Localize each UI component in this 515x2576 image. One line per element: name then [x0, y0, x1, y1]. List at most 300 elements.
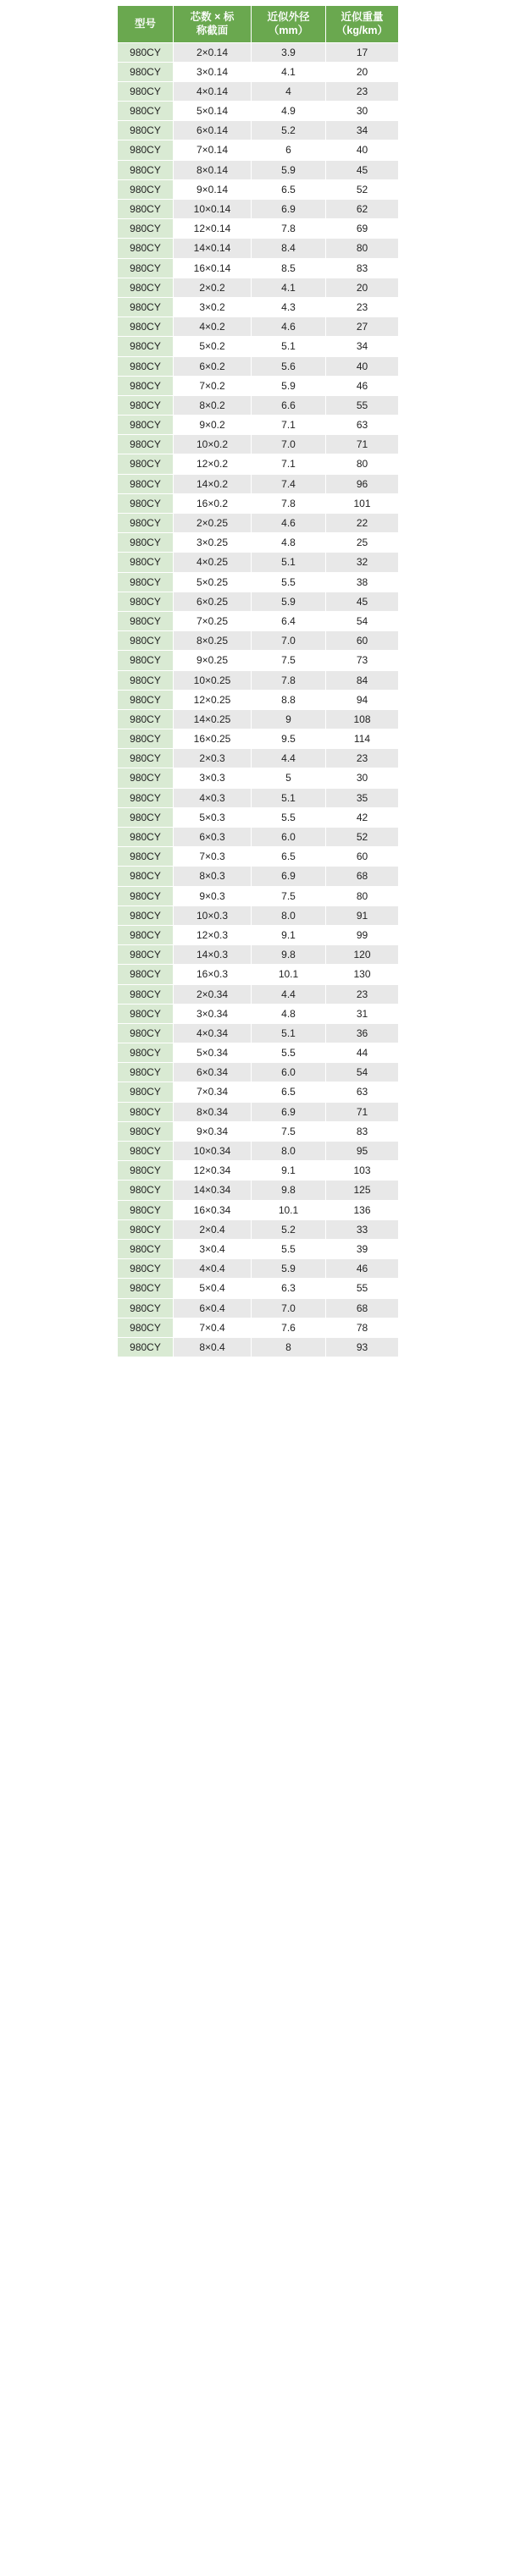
cell-weight: 108	[326, 709, 399, 729]
cell-cores-section: 14×0.2	[174, 474, 252, 493]
table-row	[118, 121, 399, 140]
cell-outer-diameter: 4.4	[252, 749, 326, 768]
cell-outer-diameter: 5.1	[252, 1023, 326, 1043]
cell-weight: 55	[326, 1279, 399, 1298]
table-row	[118, 514, 399, 533]
cell-model: 980CY	[118, 1102, 174, 1121]
cell-model: 980CY	[118, 807, 174, 827]
cell-cores-section: 9×0.14	[174, 179, 252, 199]
cell-weight: 36	[326, 1023, 399, 1043]
cell-outer-diameter: 10.1	[252, 1200, 326, 1219]
cell-outer-diameter: 8.4	[252, 239, 326, 258]
cell-cores-section: 12×0.2	[174, 454, 252, 474]
cell-model: 980CY	[118, 631, 174, 651]
table-row	[118, 102, 399, 121]
cell-weight: 83	[326, 1121, 399, 1141]
cell-weight: 23	[326, 984, 399, 1004]
cell-model: 980CY	[118, 435, 174, 454]
cell-model: 980CY	[118, 709, 174, 729]
cell-weight: 20	[326, 278, 399, 297]
cell-weight: 17	[326, 42, 399, 62]
table-row	[118, 611, 399, 630]
cell-weight: 39	[326, 1239, 399, 1258]
cell-outer-diameter: 7.4	[252, 474, 326, 493]
cell-cores-section: 2×0.2	[174, 278, 252, 297]
cell-outer-diameter: 7.5	[252, 886, 326, 905]
cell-cores-section: 7×0.25	[174, 611, 252, 630]
cell-model: 980CY	[118, 690, 174, 709]
cell-cores-section: 14×0.3	[174, 945, 252, 965]
cell-outer-diameter: 9	[252, 709, 326, 729]
table-row	[118, 651, 399, 670]
cell-weight: 35	[326, 788, 399, 807]
table-row	[118, 140, 399, 160]
cell-cores-section: 6×0.34	[174, 1063, 252, 1082]
cell-outer-diameter: 5.1	[252, 553, 326, 572]
cell-cores-section: 3×0.34	[174, 1004, 252, 1023]
table-row	[118, 62, 399, 81]
cell-weight: 40	[326, 140, 399, 160]
cell-outer-diameter: 5.2	[252, 1219, 326, 1239]
cell-cores-section: 4×0.34	[174, 1023, 252, 1043]
cell-cores-section: 8×0.3	[174, 867, 252, 886]
cell-outer-diameter: 6.9	[252, 200, 326, 219]
cell-cores-section: 8×0.34	[174, 1102, 252, 1121]
cell-model: 980CY	[118, 1063, 174, 1082]
table-row	[118, 1004, 399, 1023]
cell-weight: 80	[326, 886, 399, 905]
cell-weight: 91	[326, 905, 399, 925]
cell-cores-section: 3×0.14	[174, 62, 252, 81]
cell-model: 980CY	[118, 317, 174, 337]
cell-cores-section: 4×0.25	[174, 553, 252, 572]
column-header-line: （kg/km）	[335, 25, 389, 37]
cell-weight: 30	[326, 768, 399, 788]
cell-weight: 27	[326, 317, 399, 337]
cell-model: 980CY	[118, 886, 174, 905]
table-row	[118, 42, 399, 62]
cell-model: 980CY	[118, 611, 174, 630]
cell-outer-diameter: 5	[252, 768, 326, 788]
cell-weight: 32	[326, 553, 399, 572]
column-header-weight	[326, 6, 399, 43]
cell-model: 980CY	[118, 337, 174, 356]
cell-weight: 83	[326, 258, 399, 278]
cell-outer-diameter: 8.0	[252, 905, 326, 925]
cell-model: 980CY	[118, 1219, 174, 1239]
cell-outer-diameter: 4.3	[252, 297, 326, 316]
cell-model: 980CY	[118, 219, 174, 239]
cell-outer-diameter: 9.8	[252, 945, 326, 965]
cell-outer-diameter: 4.1	[252, 62, 326, 81]
cell-cores-section: 2×0.25	[174, 514, 252, 533]
cell-model: 980CY	[118, 179, 174, 199]
cell-weight: 33	[326, 1219, 399, 1239]
table-row	[118, 965, 399, 984]
cell-weight: 25	[326, 533, 399, 553]
cell-model: 980CY	[118, 572, 174, 592]
cell-model: 980CY	[118, 297, 174, 316]
cell-model: 980CY	[118, 1337, 174, 1357]
table-row	[118, 788, 399, 807]
table-row	[118, 670, 399, 690]
cell-weight: 44	[326, 1043, 399, 1063]
cell-cores-section: 7×0.2	[174, 376, 252, 395]
cell-model: 980CY	[118, 1043, 174, 1063]
cell-cores-section: 7×0.4	[174, 1318, 252, 1337]
cell-model: 980CY	[118, 395, 174, 415]
cell-model: 980CY	[118, 81, 174, 101]
cell-cores-section: 8×0.14	[174, 160, 252, 179]
cell-outer-diameter: 4.9	[252, 102, 326, 121]
cell-outer-diameter: 4.1	[252, 278, 326, 297]
cell-model: 980CY	[118, 1004, 174, 1023]
cell-cores-section: 2×0.14	[174, 42, 252, 62]
cell-outer-diameter: 5.9	[252, 1259, 326, 1279]
cell-cores-section: 10×0.25	[174, 670, 252, 690]
table-row	[118, 258, 399, 278]
cell-weight: 80	[326, 239, 399, 258]
cell-model: 980CY	[118, 1259, 174, 1279]
cell-outer-diameter: 7.8	[252, 493, 326, 513]
table-row	[118, 1181, 399, 1200]
table-row	[118, 454, 399, 474]
table-row	[118, 631, 399, 651]
cell-outer-diameter: 6.6	[252, 395, 326, 415]
cell-cores-section: 10×0.2	[174, 435, 252, 454]
table-row	[118, 1200, 399, 1219]
cell-outer-diameter: 6	[252, 140, 326, 160]
column-header-cores-section	[174, 6, 252, 43]
cell-outer-diameter: 7.0	[252, 1298, 326, 1318]
cell-outer-diameter: 9.1	[252, 925, 326, 944]
cell-weight: 54	[326, 1063, 399, 1082]
cell-outer-diameter: 5.9	[252, 592, 326, 611]
cell-model: 980CY	[118, 925, 174, 944]
cell-cores-section: 9×0.34	[174, 1121, 252, 1141]
cell-weight: 60	[326, 631, 399, 651]
table-row	[118, 709, 399, 729]
cell-weight: 38	[326, 572, 399, 592]
cell-model: 980CY	[118, 454, 174, 474]
table-row	[118, 690, 399, 709]
cell-outer-diameter: 4.6	[252, 514, 326, 533]
table-row	[118, 886, 399, 905]
cell-cores-section: 12×0.14	[174, 219, 252, 239]
cell-model: 980CY	[118, 1279, 174, 1298]
cell-outer-diameter: 6.5	[252, 1082, 326, 1102]
table-row	[118, 749, 399, 768]
column-header-line: 称截面	[196, 25, 229, 37]
cell-model: 980CY	[118, 356, 174, 376]
cell-weight: 130	[326, 965, 399, 984]
cell-model: 980CY	[118, 592, 174, 611]
cell-outer-diameter: 5.5	[252, 572, 326, 592]
cell-model: 980CY	[118, 965, 174, 984]
cell-weight: 31	[326, 1004, 399, 1023]
cell-cores-section: 9×0.2	[174, 416, 252, 435]
table-row	[118, 729, 399, 749]
table-row	[118, 1063, 399, 1082]
table-row	[118, 297, 399, 316]
cell-cores-section: 2×0.34	[174, 984, 252, 1004]
table-row	[118, 160, 399, 179]
cell-model: 980CY	[118, 140, 174, 160]
cell-outer-diameter: 6.9	[252, 1102, 326, 1121]
table-row	[118, 984, 399, 1004]
table-row	[118, 867, 399, 886]
table-row	[118, 847, 399, 867]
cell-model: 980CY	[118, 200, 174, 219]
table-row	[118, 317, 399, 337]
cell-outer-diameter: 5.5	[252, 1043, 326, 1063]
table-row	[118, 416, 399, 435]
cell-cores-section: 12×0.34	[174, 1161, 252, 1181]
table-row	[118, 493, 399, 513]
cell-cores-section: 16×0.2	[174, 493, 252, 513]
cell-outer-diameter: 4	[252, 81, 326, 101]
cell-outer-diameter: 6.4	[252, 611, 326, 630]
cell-model: 980CY	[118, 1298, 174, 1318]
cell-cores-section: 4×0.14	[174, 81, 252, 101]
cell-model: 980CY	[118, 729, 174, 749]
cell-model: 980CY	[118, 474, 174, 493]
cell-outer-diameter: 5.9	[252, 160, 326, 179]
cell-weight: 114	[326, 729, 399, 749]
cell-weight: 103	[326, 1161, 399, 1181]
table-row	[118, 81, 399, 101]
cell-model: 980CY	[118, 1239, 174, 1258]
table-row	[118, 533, 399, 553]
column-header-outer-diameter	[252, 6, 326, 43]
cell-weight: 34	[326, 121, 399, 140]
table-row	[118, 945, 399, 965]
column-header-line: （mm）	[268, 25, 309, 37]
table-row	[118, 1219, 399, 1239]
cell-cores-section: 5×0.14	[174, 102, 252, 121]
table-row	[118, 376, 399, 395]
cell-weight: 20	[326, 62, 399, 81]
cell-weight: 71	[326, 435, 399, 454]
cell-model: 980CY	[118, 984, 174, 1004]
cell-model: 980CY	[118, 1142, 174, 1161]
cell-cores-section: 5×0.2	[174, 337, 252, 356]
cell-outer-diameter: 4.8	[252, 1004, 326, 1023]
cell-cores-section: 4×0.4	[174, 1259, 252, 1279]
cell-model: 980CY	[118, 239, 174, 258]
cell-outer-diameter: 8.8	[252, 690, 326, 709]
cell-weight: 45	[326, 592, 399, 611]
cell-weight: 96	[326, 474, 399, 493]
cell-outer-diameter: 7.0	[252, 631, 326, 651]
cell-weight: 120	[326, 945, 399, 965]
cell-weight: 68	[326, 1298, 399, 1318]
table-row	[118, 768, 399, 788]
cell-model: 980CY	[118, 533, 174, 553]
cell-weight: 45	[326, 160, 399, 179]
cell-outer-diameter: 4.4	[252, 984, 326, 1004]
cell-cores-section: 10×0.34	[174, 1142, 252, 1161]
table-row	[118, 1239, 399, 1258]
table-row	[118, 1142, 399, 1161]
cell-model: 980CY	[118, 493, 174, 513]
cell-weight: 78	[326, 1318, 399, 1337]
cell-weight: 95	[326, 1142, 399, 1161]
cell-weight: 63	[326, 416, 399, 435]
cell-cores-section: 6×0.14	[174, 121, 252, 140]
cell-cores-section: 6×0.2	[174, 356, 252, 376]
cell-outer-diameter: 7.5	[252, 651, 326, 670]
cell-cores-section: 9×0.25	[174, 651, 252, 670]
cell-model: 980CY	[118, 514, 174, 533]
cell-outer-diameter: 7.6	[252, 1318, 326, 1337]
cell-model: 980CY	[118, 121, 174, 140]
cell-model: 980CY	[118, 553, 174, 572]
table-row	[118, 905, 399, 925]
cell-model: 980CY	[118, 102, 174, 121]
cell-weight: 125	[326, 1181, 399, 1200]
table-row	[118, 553, 399, 572]
cell-weight: 63	[326, 1082, 399, 1102]
table-row	[118, 337, 399, 356]
column-header-line: 近似外径	[267, 11, 310, 23]
cell-weight: 34	[326, 337, 399, 356]
cell-model: 980CY	[118, 376, 174, 395]
cell-cores-section: 6×0.3	[174, 828, 252, 847]
table-row	[118, 592, 399, 611]
cell-outer-diameter: 7.1	[252, 416, 326, 435]
cell-model: 980CY	[118, 867, 174, 886]
cell-outer-diameter: 7.8	[252, 670, 326, 690]
cell-weight: 54	[326, 611, 399, 630]
cell-outer-diameter: 5.5	[252, 1239, 326, 1258]
cell-cores-section: 8×0.25	[174, 631, 252, 651]
cell-outer-diameter: 4.6	[252, 317, 326, 337]
cell-cores-section: 16×0.3	[174, 965, 252, 984]
table-row	[118, 925, 399, 944]
cell-weight: 46	[326, 1259, 399, 1279]
cell-outer-diameter: 6.0	[252, 828, 326, 847]
cell-model: 980CY	[118, 1200, 174, 1219]
table-row	[118, 395, 399, 415]
cell-cores-section: 6×0.4	[174, 1298, 252, 1318]
cell-model: 980CY	[118, 1121, 174, 1141]
cell-outer-diameter: 7.0	[252, 435, 326, 454]
cell-cores-section: 16×0.14	[174, 258, 252, 278]
cell-model: 980CY	[118, 847, 174, 867]
table-row	[118, 219, 399, 239]
table-row	[118, 1318, 399, 1337]
cell-weight: 60	[326, 847, 399, 867]
cell-weight: 99	[326, 925, 399, 944]
table-row	[118, 179, 399, 199]
table-row	[118, 1337, 399, 1357]
cell-outer-diameter: 5.9	[252, 376, 326, 395]
table-body	[118, 42, 399, 1357]
table-header	[118, 6, 399, 43]
cell-model: 980CY	[118, 160, 174, 179]
cell-outer-diameter: 4.8	[252, 533, 326, 553]
cell-cores-section: 8×0.4	[174, 1337, 252, 1357]
table-header-row	[118, 6, 399, 43]
cell-weight: 22	[326, 514, 399, 533]
cell-weight: 40	[326, 356, 399, 376]
cell-cores-section: 12×0.3	[174, 925, 252, 944]
cell-weight: 69	[326, 219, 399, 239]
cell-cores-section: 5×0.3	[174, 807, 252, 827]
cell-cores-section: 10×0.14	[174, 200, 252, 219]
table-row	[118, 1043, 399, 1063]
cell-outer-diameter: 6.0	[252, 1063, 326, 1082]
cell-outer-diameter: 6.9	[252, 867, 326, 886]
cell-weight: 68	[326, 867, 399, 886]
cell-outer-diameter: 10.1	[252, 965, 326, 984]
cell-outer-diameter: 9.8	[252, 1181, 326, 1200]
cell-weight: 30	[326, 102, 399, 121]
cell-cores-section: 3×0.3	[174, 768, 252, 788]
cell-model: 980CY	[118, 1181, 174, 1200]
cell-outer-diameter: 8	[252, 1337, 326, 1357]
cell-cores-section: 6×0.25	[174, 592, 252, 611]
cell-model: 980CY	[118, 62, 174, 81]
cell-model: 980CY	[118, 651, 174, 670]
cell-model: 980CY	[118, 670, 174, 690]
cell-model: 980CY	[118, 1161, 174, 1181]
table-row	[118, 828, 399, 847]
cell-outer-diameter: 6.3	[252, 1279, 326, 1298]
cell-weight: 73	[326, 651, 399, 670]
cell-outer-diameter: 9.5	[252, 729, 326, 749]
cell-weight: 52	[326, 179, 399, 199]
cell-cores-section: 16×0.25	[174, 729, 252, 749]
cell-cores-section: 5×0.4	[174, 1279, 252, 1298]
cell-model: 980CY	[118, 258, 174, 278]
cell-model: 980CY	[118, 768, 174, 788]
cell-model: 980CY	[118, 416, 174, 435]
cell-model: 980CY	[118, 278, 174, 297]
column-header-line: 型号	[134, 18, 156, 30]
cell-model: 980CY	[118, 1318, 174, 1337]
cell-cores-section: 3×0.4	[174, 1239, 252, 1258]
table-row	[118, 807, 399, 827]
cell-model: 980CY	[118, 1023, 174, 1043]
cell-outer-diameter: 6.5	[252, 847, 326, 867]
cable-spec-table	[117, 5, 399, 1357]
cell-cores-section: 5×0.34	[174, 1043, 252, 1063]
cell-weight: 62	[326, 200, 399, 219]
cell-cores-section: 3×0.25	[174, 533, 252, 553]
cell-outer-diameter: 8.5	[252, 258, 326, 278]
table-row	[118, 200, 399, 219]
table-row	[118, 1298, 399, 1318]
cell-weight: 93	[326, 1337, 399, 1357]
cell-outer-diameter: 7.5	[252, 1121, 326, 1141]
cell-cores-section: 10×0.3	[174, 905, 252, 925]
cell-cores-section: 7×0.14	[174, 140, 252, 160]
cell-outer-diameter: 6.5	[252, 179, 326, 199]
table-row	[118, 435, 399, 454]
cell-weight: 23	[326, 81, 399, 101]
cell-cores-section: 14×0.34	[174, 1181, 252, 1200]
column-header-model	[118, 6, 174, 43]
cell-weight: 80	[326, 454, 399, 474]
cell-model: 980CY	[118, 905, 174, 925]
cell-model: 980CY	[118, 749, 174, 768]
cell-outer-diameter: 7.8	[252, 219, 326, 239]
column-header-line: 近似重量	[341, 11, 384, 23]
cell-outer-diameter: 5.1	[252, 337, 326, 356]
table-row	[118, 356, 399, 376]
